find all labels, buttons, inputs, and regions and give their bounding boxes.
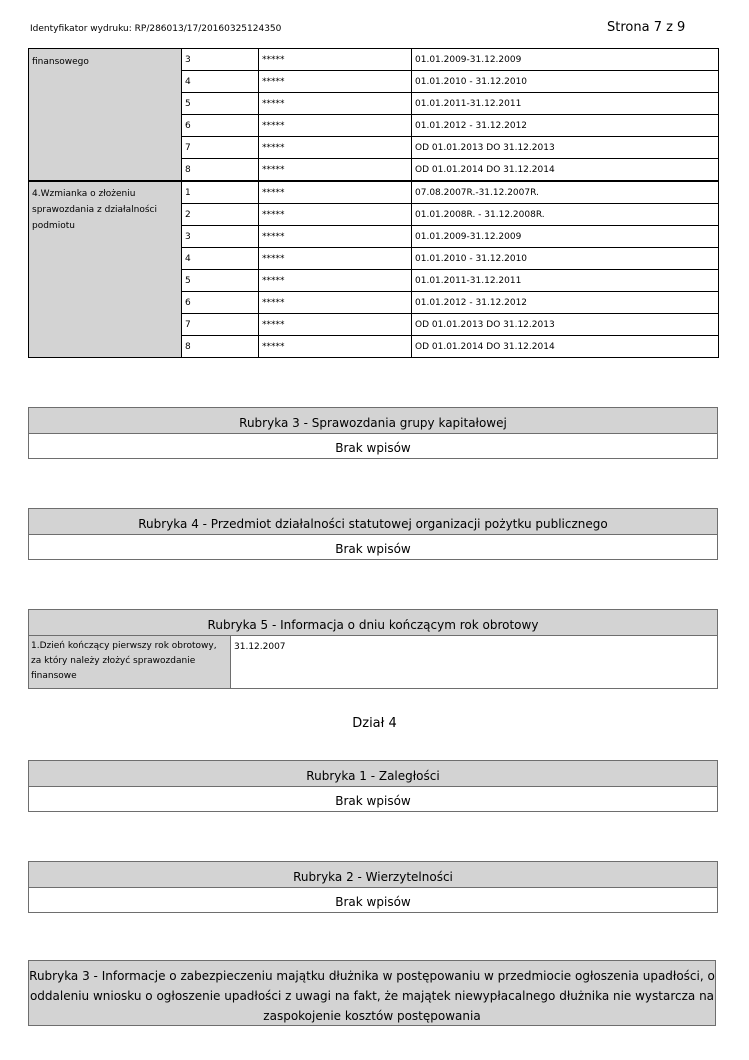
row-mask: ***** [259,137,412,159]
row-mask: ***** [259,93,412,115]
section-body: Brak wpisów [29,888,717,912]
row-number: 6 [182,115,259,137]
row-period: OD 01.01.2014 DO 31.12.2014 [412,336,719,358]
section-body: Brak wpisów [29,434,717,458]
row-mask: ***** [259,182,412,204]
section-rubryka-5 [28,609,718,689]
row-number: 1 [182,182,259,204]
section-body: Brak wpisów [29,535,717,559]
row-mask: ***** [259,270,412,292]
reports-table-continued [28,48,719,181]
row-mask: ***** [259,336,412,358]
row-label: finansowego [29,49,182,181]
field-value: 31.12.2007 [234,642,286,652]
row-number: 8 [182,159,259,181]
row-period: OD 01.01.2013 DO 31.12.2013 [412,137,719,159]
row-number: 3 [182,226,259,248]
section-row [29,636,717,688]
row-mask: ***** [259,248,412,270]
section-heading-dzial-4: Dział 4 [352,716,397,731]
row-mask: ***** [259,71,412,93]
row-number: 5 [182,270,259,292]
row-mask: ***** [259,314,412,336]
section-d4-rubryka-3: Rubryka 3 - Informacje o zabezpieczeniu majątku dłużnika w postępowaniu w przedmiocie ogłoszenia upadłości, o oddaleniu wniosku o ogłoszenie upadłości z uwagi na fakt, że majątek niewypłacalnego dłużnika nie wystarcza na zaspokojenie kosztów postępowania [28,960,716,1026]
row-number: 7 [182,314,259,336]
row-period: OD 01.01.2013 DO 31.12.2013 [412,314,719,336]
row-number: 7 [182,137,259,159]
section-title: Rubryka 4 - Przedmiot działalności statutowej organizacji pożytku publicznego [29,509,717,535]
row-period: 07.08.2007R.-31.12.2007R. [412,182,719,204]
row-number: 8 [182,336,259,358]
section-title: Rubryka 5 - Informacja o dniu kończącym rok obrotowy [29,610,717,636]
row-number: 6 [182,292,259,314]
row-number: 5 [182,93,259,115]
section-title: Rubryka 3 - Sprawozdania grupy kapitałowej [29,408,717,434]
row-period: 01.01.2010 - 31.12.2010 [412,248,719,270]
row-mask: ***** [259,159,412,181]
row-mask: ***** [259,115,412,137]
field-label: 1.Dzień kończący pierwszy rok obrotowy, za który należy złożyć sprawozdanie finansowe [29,636,231,688]
row-period: 01.01.2008R. - 31.12.2008R. [412,204,719,226]
row-period: 01.01.2012 - 31.12.2012 [412,292,719,314]
row-period: 01.01.2011-31.12.2011 [412,270,719,292]
section-rubryka-3 [28,407,718,459]
section-title: Rubryka 1 - Zaległości [29,761,717,787]
page-number: Strona 7 z 9 [607,20,686,35]
row-mask: ***** [259,292,412,314]
row-number: 3 [182,49,259,71]
print-identifier: Identyfikator wydruku: RP/286013/17/20160325124350 [30,24,282,34]
table-row [29,49,719,71]
row-mask: ***** [259,49,412,71]
activity-report-table [28,181,719,358]
section-d4-rubryka-1 [28,760,718,812]
row-period: 01.01.2009-31.12.2009 [412,226,719,248]
row-number: 4 [182,71,259,93]
row-number: 4 [182,248,259,270]
table-row [29,182,719,204]
row-period: 01.01.2012 - 31.12.2012 [412,115,719,137]
row-period: 01.01.2010 - 31.12.2010 [412,71,719,93]
row-mask: ***** [259,226,412,248]
row-period: 01.01.2009-31.12.2009 [412,49,719,71]
row-period: OD 01.01.2014 DO 31.12.2014 [412,159,719,181]
row-mask: ***** [259,204,412,226]
section-d4-rubryka-2 [28,861,718,913]
section-title: Rubryka 2 - Wierzytelności [29,862,717,888]
section-rubryka-4 [28,508,718,560]
section-body: Brak wpisów [29,787,717,811]
row-number: 2 [182,204,259,226]
row-period: 01.01.2011-31.12.2011 [412,93,719,115]
row-label: 4.Wzmianka o złożeniu sprawozdania z działalności podmiotu [29,182,182,358]
